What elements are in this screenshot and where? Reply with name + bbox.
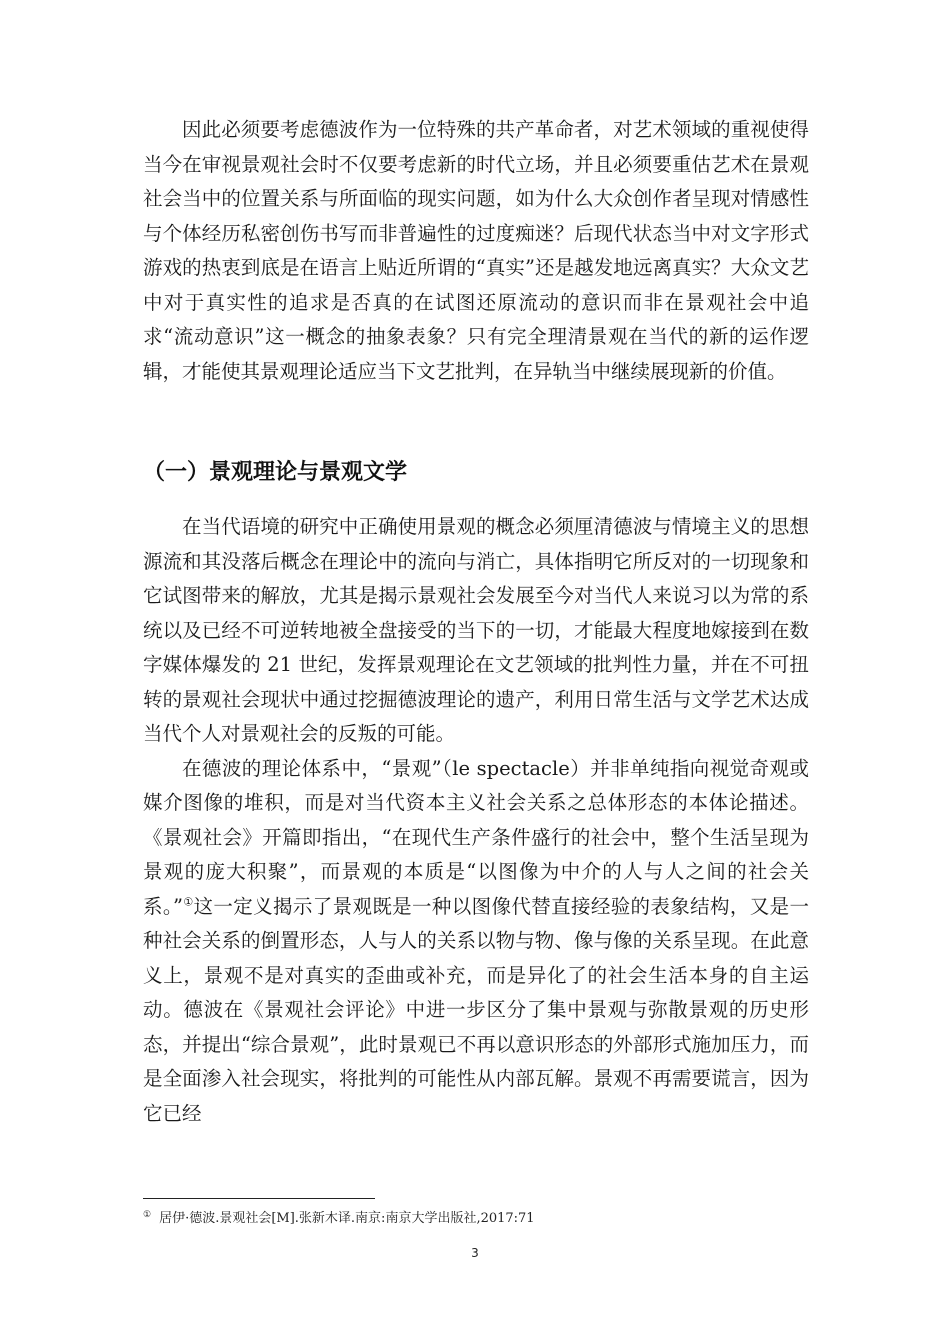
page-number: 3 bbox=[471, 1246, 479, 1260]
body-section-main bbox=[143, 510, 809, 1131]
paragraph: 在当代语境的研究中正确使用景观的概念必须厘清德波与情境主义的思想源流和其没落后概念在理论中的流向与消亡，具体指明它所反对的一切现象和它试图带来的解放，尤其是揭示景观社会发展至今对当代人来说习以为常的系统以及已经不可逆转地被全盘接受的当下的一切，才能最大程度地嫁接到在数字媒体爆发的 21 世纪，发挥景观理论在文艺领域的批判性力量，并在不可扭转的景观社会现状中通过挖掘德波理论的遗产，利用日常生活与文学艺术达成当代个人对景观社会的反叛的可能。 bbox=[143, 515, 809, 745]
paragraph: 因此必须要考虑德波作为一位特殊的共产革命者，对艺术领域的重视使得当今在审视景观社会时不仅要考虑新的时代立场，并且必须要重估艺术在景观社会当中的位置关系与所面临的现实问题，如为什么大众创作者呈现对情感性与个体经历私密创伤书写而非普遍性的过度痴迷？后现代状态当中对文字形式游戏的热衷到底是在语言上贴近所谓的“真实”还是越发地远离真实？大众文艺中对于真实性的追求是否真的在试图还原流动的意识而非在景观社会中追求“流动意识”这一概念的抽象表象？只有完全理清景观在当代的新的运作逻辑，才能使其景观理论适应当下文艺批判，在异轨当中继续展现新的价值。 bbox=[143, 118, 809, 383]
section-heading: （一）景观理论与景观文学 bbox=[143, 460, 408, 485]
paragraph-text: 在德波的理论体系中，“景观”（le spectacle）并非单纯指向视觉奇观或媒介图像的堆积，而是对当代资本主义社会关系之总体形态的本体论描述。《景观社会》开篇即指出，“在现代生产条件盛行的社会中，整个生活呈现为景观的庞大积聚”，而景观的本质是“以图像为中介的人与人之间的社会关系。” bbox=[143, 756, 809, 918]
footnote-mark: ① bbox=[143, 1209, 152, 1220]
footnote-reference: ① bbox=[182, 895, 194, 908]
body-section-intro bbox=[143, 113, 809, 389]
paragraph bbox=[143, 752, 809, 1132]
paragraph-text: 这一定义揭示了景观既是一种以图像代替直接经验的表象结构，又是一种社会关系的倒置形态，人与人的关系以物与物、像与像的关系呈现。在此意义上，景观不是对真实的歪曲或补充，而是异化了的社会生活本身的自主运动。德波在《景观社会评论》中进一步区分了集中景观与弥散景观的历史形态，并提出“综合景观”，此时景观已不再以意识形态的外部形式施加压力，而是全面渗入社会现实，将批判的可能性从内部瓦解。景观不再需要谎言，因为它已经 bbox=[143, 894, 809, 1125]
footnote-divider bbox=[143, 1198, 375, 1199]
footnote-text: 居伊·德波.景观社会[M].张新木译.南京:南京大学出版社,2017:71 bbox=[159, 1211, 535, 1226]
footnote bbox=[143, 1209, 809, 1229]
